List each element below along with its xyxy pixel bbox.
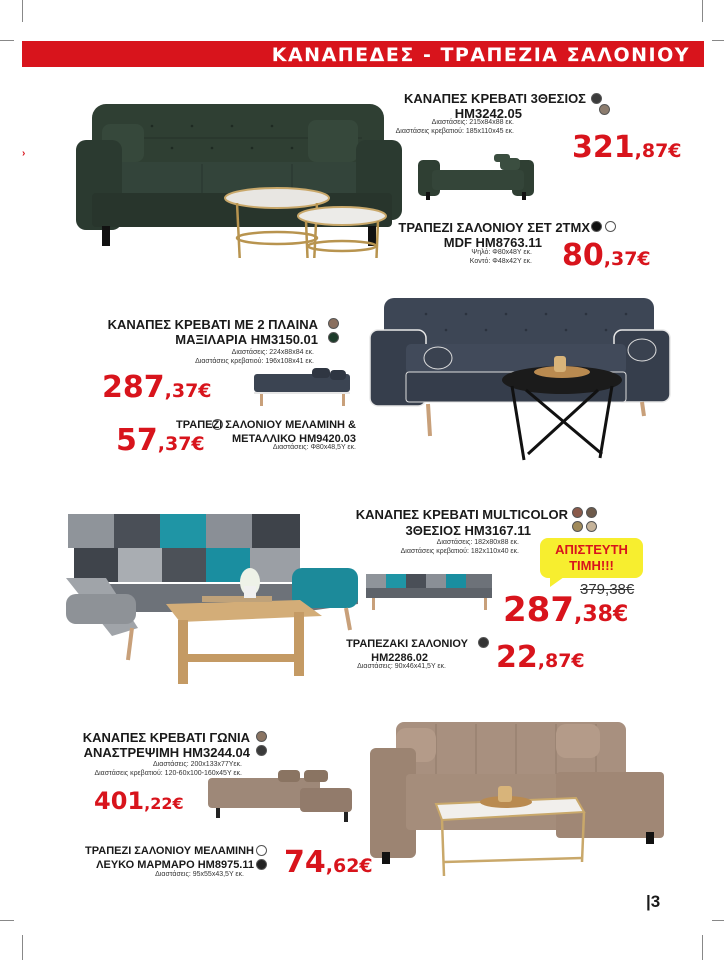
color-swatch (605, 221, 616, 232)
product-price: 287,38€ (503, 590, 629, 630)
product-code: ΜΑΞΙΛΑΡΙΑ HM3150.01 (175, 332, 318, 347)
crop-mark (0, 920, 14, 921)
promo-badge (540, 538, 643, 578)
product-price: 321,87€ (572, 130, 682, 165)
product-price: 22,87€ (496, 640, 585, 675)
product-dimensions: Διαστάσεις: 200x133x77Υεκ. Διαστάσεις κρεβατιού: 120-60x100-160x45Υ εκ. (94, 761, 242, 777)
crop-mark (702, 935, 703, 960)
color-swatch (599, 104, 610, 115)
section-header-bar (22, 41, 704, 67)
color-swatch (256, 731, 267, 742)
product-title: ΚΑΝΑΠΕΣ ΚΡΕΒΑΤΙ ΓΩΝΙΑ (82, 730, 250, 745)
color-swatch (586, 507, 597, 518)
product-title: ΤΡΑΠΕΖΙ ΣΑΛΟΝΙΟΥ ΜΕΛΑΜΙΝΗ & (176, 419, 356, 431)
product-code: HM2286.02 (371, 652, 428, 664)
green-sofa-bed-image (414, 152, 538, 204)
grey-sofa-image (366, 294, 674, 462)
product-price: 80,37€ (562, 238, 651, 273)
color-swatch (328, 332, 339, 343)
color-swatch (256, 745, 267, 756)
crop-mark (22, 0, 23, 22)
product-price: 74,62€ (284, 845, 373, 880)
product-dimensions: Διαστάσεις: Φ80x48,5Υ εκ. (272, 444, 356, 451)
product-title: ΤΡΑΠΕΖΙ ΣΑΛΟΝΙΟΥ ΜΕΛΑΜΙΝΗ (85, 845, 254, 857)
product-price: 57,37€ (116, 423, 205, 458)
product-code: ΜΕΤΑΛΛΙΚΟ HM9420.03 (232, 433, 356, 445)
crop-mark (22, 935, 23, 960)
color-swatch (591, 93, 602, 104)
product-code: MDF HM8763.11 (443, 235, 542, 250)
color-swatch (572, 521, 583, 532)
color-swatch (478, 637, 489, 648)
product-title: ΤΡΑΠΕΖΙ ΣΑΛΟΝΙΟΥ ΣΕΤ 2ΤΜΧ (398, 220, 590, 235)
product-dimensions: Διαστάσεις: 90x46x41,5Υ εκ. (357, 663, 446, 670)
color-swatch (256, 845, 267, 856)
grey-sofa-bed-image (250, 364, 354, 410)
corner-sofa-bed-image (204, 764, 356, 826)
corner-sofa-image (366, 712, 668, 882)
product-dimensions: Ψηλό: Φ80x48Υ εκ. Κοντό: Φ48x42Υ εκ. (469, 249, 532, 265)
color-swatch (328, 318, 339, 329)
multicolor-sofa-image (62, 508, 362, 684)
product-code: HM3242.05 (454, 106, 522, 121)
crop-mark (0, 40, 14, 41)
product-code: ΛΕΥΚΟ ΜΑΡΜΑΡΟ HM8975.11 (96, 859, 254, 871)
product-price: 287,37€ (102, 370, 212, 405)
product-dimensions: Διαστάσεις: 224x88x84 εκ. Διαστάσεις κρεβατιού: 196x108x41 εκ. (195, 349, 314, 365)
color-swatch (591, 221, 602, 232)
crop-mark (712, 40, 724, 41)
product-dimensions: Διαστάσεις: 95x55x43,5Υ εκ. (155, 871, 244, 878)
product-price: 401,22€ (94, 787, 184, 815)
old-price: 379,38€ (580, 581, 635, 598)
product-dimensions: Διαστάσεις: 182x80x88 εκ. Διαστάσεις κρεβατιού: 182x110x40 εκ. (400, 539, 519, 555)
product-code: 3ΘΕΣΙΟΣ HM3167.11 (405, 523, 531, 538)
color-swatch (256, 859, 267, 870)
page-number: |3 (646, 892, 661, 911)
product-title: ΚΑΝΑΠΕΣ ΚΡΕΒΑΤΙ ΜΕ 2 ΠΛΑΙΝΑ (107, 317, 318, 332)
product-code: ΑΝΑΣΤΡΕΨΙΜΗ HM3244.04 (83, 745, 250, 760)
multicolor-sofa-bed-image (362, 564, 498, 614)
crop-mark (712, 920, 724, 921)
product-title: ΤΡΑΠΕΖΑΚΙ ΣΑΛΟΝΙΟΥ (346, 638, 468, 650)
side-marker-icon: › (22, 148, 26, 159)
crop-mark (702, 0, 703, 22)
product-title: ΚΑΝΑΠΕΣ ΚΡΕΒΑΤΙ 3ΘΕΣΙΟΣ (404, 91, 586, 106)
promo-badge-line1: ΑΠΙΣΤΕΥΤΗ (555, 542, 628, 557)
product-dimensions: Διαστάσεις: 215x84x88 εκ. Διαστάσεις κρεβατιού: 185x110x45 εκ. (395, 119, 514, 135)
color-swatch (572, 507, 583, 518)
product-title: ΚΑΝΑΠΕΣ ΚΡΕΒΑΤΙ MULTICOLOR (355, 507, 568, 522)
color-swatch (586, 521, 597, 532)
green-sofa-image (72, 98, 406, 258)
section-title: ΚΑΝΑΠΕΔΕΣ - ΤΡΑΠΕΖΙΑ ΣΑΛΟΝΙΟΥ (271, 44, 690, 66)
promo-badge-line2: ΤΙΜΗ!!! (569, 558, 614, 573)
